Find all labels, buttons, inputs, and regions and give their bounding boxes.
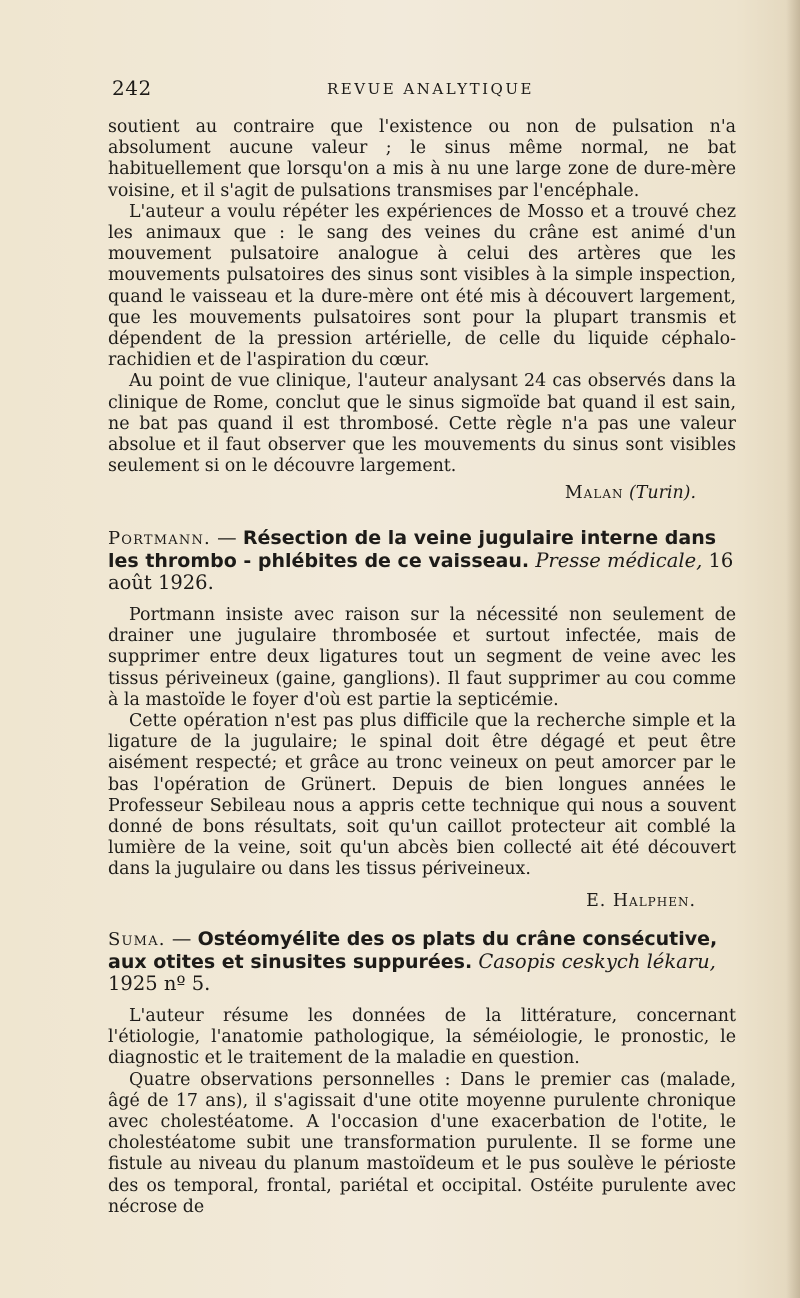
- entry-dash: —: [210, 526, 243, 549]
- signature-name: E. Halphen.: [586, 890, 696, 911]
- paragraph: Quatre observations personnelles : Dans le premier cas (malade, âgé de 17 ans), il s'agissait d'une otite moyenne purulente chronique avec cholestéatome. A l'occasion d'une exacerbation de l'otite, le cholestéatome subit une transformation purulente. Il se forme une fistule au niveau du planum mastoïdeum et le pus soulève le périoste des os temporal, frontal, pariétal et occipital. Ostéite purulente avec nécrose de: [108, 1069, 736, 1217]
- entry-heading: [108, 527, 736, 594]
- entry-date: 16 août 1926.: [108, 549, 734, 594]
- page-spine-shadow: [786, 0, 800, 1298]
- entry-author: Suma.: [108, 929, 166, 950]
- entry-title: Résection de la veine jugulaire interne dans les thrombo - phlébites de ce vaisseau.: [108, 527, 717, 572]
- section-mosso-review: [108, 117, 736, 505]
- entry-journal: Presse médicale,: [535, 549, 703, 572]
- entry-heading: [108, 928, 736, 995]
- signature-name: Malan: [564, 483, 624, 504]
- entry-date: 1925 nº 5.: [108, 972, 211, 995]
- section-suma: [108, 928, 736, 1218]
- section-portmann: [108, 527, 736, 912]
- page-header: [112, 76, 738, 106]
- paragraph: Portmann insiste avec raison sur la nécessité non seulement de drainer une jugulaire thrombosée et surtout infectée, mais de supprimer entre deux ligatures tout un segment de veine avec les tissus périveineux (gaine, ganglions). Il faut supprimer au cou comme à la mastoïde le foyer d'où est partie la septicémie.: [108, 605, 736, 710]
- page-number: 242: [112, 76, 152, 100]
- signature-place: (Turin).: [629, 483, 696, 504]
- paragraph: L'auteur résume les données de la littérature, concernant l'étiologie, l'anatomie pathologique, la séméiologie, le pronostic, le diagnostic et le traitement de la maladie en question.: [108, 1006, 736, 1069]
- entry-dash: —: [165, 927, 198, 950]
- entry-title: Ostéomyélite des os plats du crâne consécutive, aux otites et sinusites suppurées.: [108, 928, 718, 973]
- running-title: REVUE ANALYTIQUE: [327, 80, 534, 98]
- signature: [108, 483, 736, 504]
- paragraph: L'auteur a voulu répéter les expériences de Mosso et a trouvé chez les animaux que : le sang des veines du crâne est animé d'un mouvement pulsatoire analogue à celui des artères que les mouvements pulsatoires des sinus sont visibles à la simple inspection, quand le vaisseau et la dure-mère ont été mis à découvert largement, que les mouvements pulsatoires sont pour la plupart transmis et dépendent de la pression artérielle, de celle du liquide céphalo-rachidien et de l'aspiration du cœur.: [108, 201, 736, 371]
- entry-author: Portmann.: [108, 528, 211, 549]
- paragraph: Cette opération n'est pas plus difficile que la recherche simple et la ligature de la jugulaire; le spinal doit être dégagé et peut être aisément respecté; et grâce au tronc veineux on peut amorcer par le bas l'opération de Grünert. Depuis de bien longues années le Professeur Sebileau nous a appris cette technique qui nous a souvent donné de bons résultats, soit qu'un caillot protecteur ait comblé la lumière de la veine, soit qu'un abcès bien collecté ait été découvert dans la jugulaire ou dans les tissus périveineux.: [108, 711, 736, 880]
- paragraph: Au point de vue clinique, l'auteur analysant 24 cas observés dans la clinique de Rome, conclut que le sinus sigmoïde bat quand il est sain, ne bat pas quand il est thrombosé. Cette règle n'a pas une valeur absolue et il faut observer que les mouvements du sinus sont visibles seulement si on le découvre largement.: [108, 371, 736, 477]
- signature: [108, 891, 736, 912]
- paragraph: soutient au contraire que l'existence ou non de pulsation n'a absolument aucune valeur ; le sinus même normal, ne bat habituellement que lorsqu'on a mis à nu une large zone de dure-mère voisine, et il s'agit de pulsations transmises par l'encéphale.: [108, 117, 736, 201]
- entry-journal: Casopis ceskych lékaru,: [478, 950, 716, 973]
